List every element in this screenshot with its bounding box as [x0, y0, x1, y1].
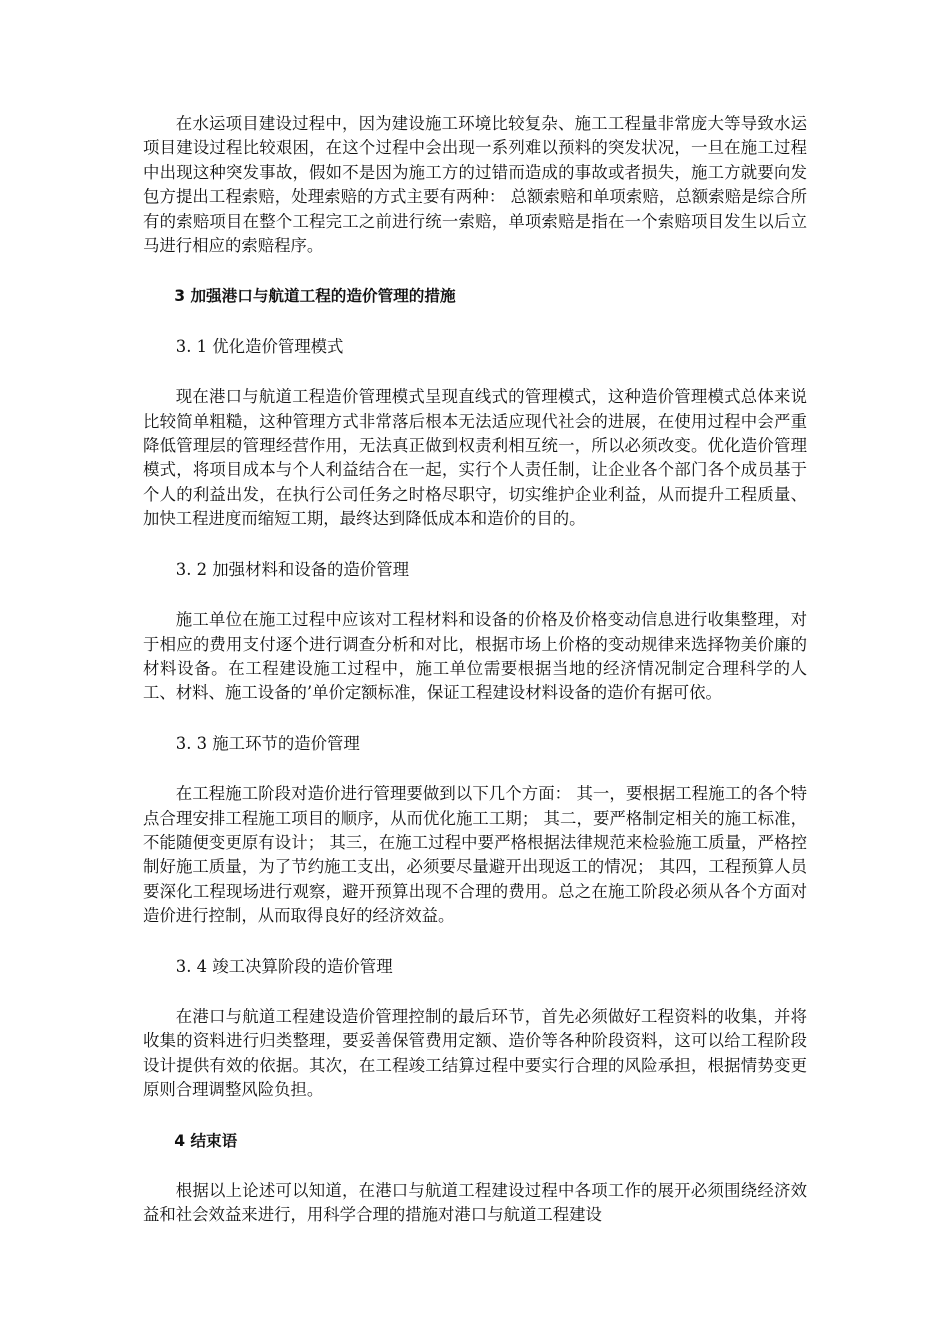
subsection-heading-3-2: 3. 2 加强材料和设备的造价管理: [175, 559, 409, 579]
document-body: [143, 112, 807, 1254]
section-heading-4: 4 结束语: [174, 1131, 238, 1150]
paragraph-3-1: 现在港口与航道工程造价管理模式呈现直线式的管理模式，这种造价管理模式总体来说比较简单粗糙，这种管理方式非常落后根本无法适应现代社会的进展，在使用过程中会严重降低管理层的管理经营作用，无法真正做到权责利相互统一，所以必须改变。优化造价管理模式，将项目成本与个人利益结合在一起，实行个人责任制，让企业各个部门各个成员基于个人的利益出发，在执行公司任务之时格尽职守，切实维护企业利益，从而提升工程质量、加快工程进度而缩短工期，最终达到降低成本和造价的目的。: [143, 387, 807, 529]
section-heading-3: 3 加强港口与航道工程的造价管理的措施: [174, 287, 456, 306]
subsection-heading-3-4: 3. 4 竣工决算阶段的造价管理: [175, 956, 393, 976]
paragraph-3-4: 在港口与航道工程建设造价管理控制的最后环节，首先必须做好工程资料的收集，并将收集的资料进行归类整理，要妥善保管费用定额、造价等各种阶段资料，这可以给工程阶段设计提供有效的依据。其次，在工程竣工结算过程中要实行合理的风险承担，根据情势变更原则合理调整风险负担。: [143, 1006, 807, 1100]
paragraph-3-2: 施工单位在施工过程中应该对工程材料和设备的价格及价格变动信息进行收集整理，对于相应的费用支付逐个进行调查分析和对比，根据市场上价格的变动规律来选择物美价廉的材料设备。在工程建设施工过程中，施工单位需要根据当地的经济情况制定合理科学的人工、材料、施工设备的’单价定额标准，保证工程建设材料设备的造价有据可依。: [143, 610, 807, 703]
subsection-heading-3-1: 3. 1 优化造价管理模式: [175, 336, 344, 356]
paragraph-3-3: 在工程施工阶段对造价进行管理要做到以下几个方面： 其一，要根据工程施工的各个特点合理安排工程施工项目的顺序，从而优化施工工期； 其二，要严格制定相关的施工标准，不能随便变更原有设计； 其三，在施工过程中要严格根据法律规范来检验施工质量，严格控制好施工质量，为了节约施工支出，必须要尽量避开出现返工的情况； 其四，工程预算人员要深化工程现场进行观察，避开预算出现不合理的费用。总之在施工阶段必须从各个方面对造价进行控制，从而取得良好的经济效益。: [143, 784, 807, 926]
paragraph-conclusion: 根据以上论述可以知道，在港口与航道工程建设过程中各项工作的展开必须围绕经济效益和社会效益来进行，用科学合理的措施对港口与航道工程建设: [143, 1181, 807, 1225]
subsection-heading-3-3: 3. 3 施工环节的造价管理: [175, 733, 360, 753]
paragraph-claims: 在水运项目建设过程中，因为建设施工环境比较复杂、施工工程量非常庞大等导致水运项目建设过程比较艰困，在这个过程中会出现一系列难以预料的突发状况，一旦在施工过程中出现这种突发事故，假如不是因为施工方的过错而造成的事故或者损失，施工方就要向发包方提出工程索赔，处理索赔的方式主要有两种： 总额索赔和单项索赔，总额索赔是综合所有的索赔项目在整个工程完工之前进行统一索赔，单项索赔是指在一个索赔项目发生以后立马进行相应的索赔程序。: [143, 114, 807, 256]
